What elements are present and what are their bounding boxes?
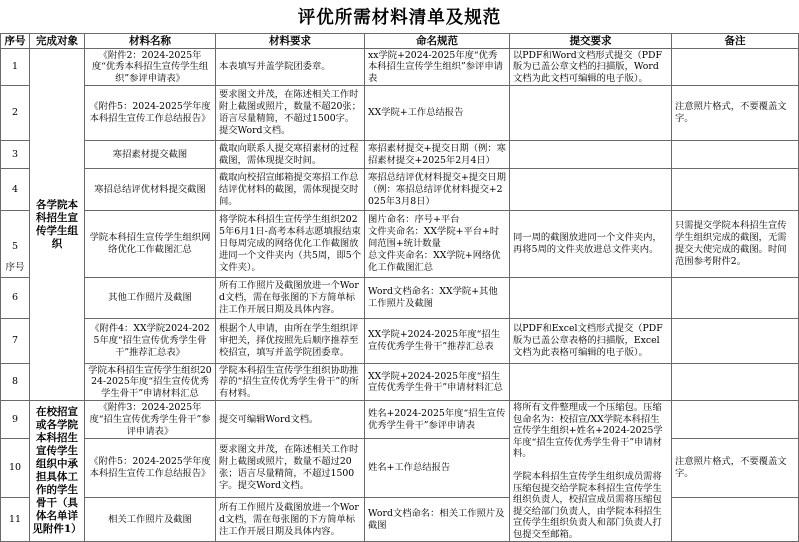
row7-naming xyxy=(365,319,510,364)
naming-text: 寒招素材提交+提交日期（例：寒招素材提交+2025年2月4日） xyxy=(368,142,506,166)
row8-num: 8 xyxy=(1,364,30,401)
row3-naming xyxy=(365,141,510,169)
row2-requirement xyxy=(216,86,365,141)
requirement-text: 要求图文并茂，在陈述相关工作时附上截图或照片，数量不超过20张；语言尽量精简，不超过1500字。提交Word文档。 xyxy=(219,444,359,491)
header-note: 备注 xyxy=(672,34,799,49)
row1-num: 1 xyxy=(1,49,30,86)
row2-material-name xyxy=(85,86,216,141)
group-student-organizations xyxy=(30,49,85,401)
material-name-text: 《附件5：2024-2025学年度本科招生宣传工作总结报告》 xyxy=(89,101,211,124)
row6-submit xyxy=(510,278,672,319)
row9-naming xyxy=(365,401,510,439)
row9-material-name xyxy=(85,401,216,439)
requirement-text: 本表填写并盖学院团委章。 xyxy=(219,61,331,72)
row9-requirement xyxy=(216,401,365,439)
row3-requirement xyxy=(216,141,365,169)
material-name-text: 《附件2：2024-2025年度“优秀本科招生宣传学生组织”参评申请表》 xyxy=(91,49,209,84)
group-student-backbones xyxy=(30,401,85,542)
row5-requirement xyxy=(216,211,365,278)
header-target: 完成对象 xyxy=(30,34,85,49)
requirement-text: 截取向校招宣邮箱提交寒招工作总结评优材料的截图，需体现提交时间。 xyxy=(219,171,359,207)
row11-note xyxy=(672,498,799,542)
naming-text: XX学院+工作总结报告 xyxy=(368,107,464,118)
row-number: 5 xyxy=(11,241,19,252)
row3-note xyxy=(672,141,799,169)
group-label: 各学院本科招生宣传学生组织 xyxy=(36,198,78,250)
row6-requirement xyxy=(216,278,365,319)
row8-submit xyxy=(510,364,672,401)
row3-submit xyxy=(510,141,672,169)
row2-naming xyxy=(365,86,510,141)
row11-num: 11 xyxy=(1,498,30,542)
material-name-text: 寒招总结评优材料提交截图 xyxy=(94,183,206,195)
naming-text: 姓名+2024-2025年度“招生宣传优秀学生骨干”参评申请表 xyxy=(368,407,506,431)
row4-submit xyxy=(510,169,672,211)
row7-note xyxy=(672,319,799,364)
row8-material-name xyxy=(85,364,216,401)
row2-submit xyxy=(510,86,672,141)
row6-material-name xyxy=(85,278,216,319)
row8-requirement xyxy=(216,364,365,401)
row1-requirement xyxy=(216,49,365,86)
row6-num: 6 xyxy=(1,278,30,319)
note-text: 只需提交学院本科招生宣传学生组织完成的截图，无需提交大使完成的截图。时间范围参考附件2。 xyxy=(675,220,787,267)
submit-text: 将所有文件整理成一个压缩包。压缩包命名为：校招宣/XX学院本科招生宣传学生组织+姓名+2024-2025学年度“招生宣传优秀学生骨干”申请材料。 学院本科招生宣传学生组织成员需将压缩包提交给学院本科招生宣传学生组织负责人，校招宣成员需将压缩包提交给部门负责人，由学院本科招生宣传学生组织负责人和部门负责人打包提交至邮箱。 xyxy=(513,402,663,540)
header-naming-rule: 命名规范 xyxy=(365,34,510,49)
row2-num: 2 xyxy=(1,86,30,141)
requirement-text: 将学院本科招生宣传学生组织2025年6月1日-高考本科志愿填报结束日每周完成的网络优化工作截图放进同一个文件夹内（共5周，即5个文件夹）。 xyxy=(219,214,361,273)
row6-naming xyxy=(365,278,510,319)
row11-naming xyxy=(365,498,510,542)
submit-text: 以PDF和Excel文档形式提交（PDF版为已盖公章表格的扫描版，Excel文档为此表格可编辑的电子版）。 xyxy=(513,323,663,358)
group-label: 在校招宣或各学院本科招生宣传学生组织中承担具体工作的学生骨干（具体名单详见附件1） xyxy=(32,406,82,535)
material-name-text: 《附件3：2024-2025年度“招生宣传优秀学生骨干”参评申请表》 xyxy=(89,401,211,437)
row5-naming xyxy=(365,211,510,278)
row1-submit xyxy=(510,49,672,86)
material-name-text: 学院本科招生宣传学生组织2024-2025年度“招生宣传优秀学生骨干”申请材料汇总 xyxy=(88,364,212,399)
row10-num: 10 xyxy=(1,439,30,498)
requirement-text: 所有工作照片及截图放进一个Word文档，需在每张图的下方简单标注工作开展日期及具体内容。 xyxy=(219,280,359,315)
row2-note xyxy=(672,86,799,141)
row9-note xyxy=(672,401,799,439)
requirement-text: 根据个人申请，由所在学生组织评审把关，择优按照先后顺序推荐至校招宣，填写并盖学院团委章。 xyxy=(219,323,359,358)
row7-num: 7 xyxy=(1,319,30,364)
materials-table xyxy=(0,33,799,542)
row11-material-name xyxy=(85,498,216,542)
row5-submit xyxy=(510,211,672,278)
row4-num: 4 xyxy=(1,169,30,211)
header-material-name: 材料名称 xyxy=(85,34,216,49)
header-submit-requirement: 提交要求 xyxy=(510,34,672,49)
header-num: 序号 xyxy=(1,34,30,49)
naming-text: XX学院+2024-2025年度“招生宣传优秀学生骨干”申请材料汇总 xyxy=(368,370,503,393)
row3-material-name xyxy=(85,141,216,169)
row4-material-name xyxy=(85,169,216,211)
row7-submit xyxy=(510,319,672,364)
submit-text: 以PDF和Word文档形式提交（PDF版为已盖公章文档的扫描版，Word文档为此文档可编辑的电子版）。 xyxy=(513,49,662,84)
requirement-text: 提交可编辑Word文档。 xyxy=(219,413,319,425)
row1-note xyxy=(672,49,799,86)
material-name-text: 学院本科招生宣传学生组织网络优化工作截图汇总 xyxy=(89,232,211,255)
note-text: 注意照片格式，不要覆盖文字。 xyxy=(675,456,787,479)
row8-note xyxy=(672,364,799,401)
row8-naming xyxy=(365,364,510,401)
row1-material-name xyxy=(85,49,216,86)
row4-naming xyxy=(365,169,510,211)
row7-material-name xyxy=(85,319,216,364)
group2-submit xyxy=(510,401,672,542)
row10-material-name xyxy=(85,439,216,498)
row7-requirement xyxy=(216,319,365,364)
material-name-text: 其他工作照片及截图 xyxy=(108,292,192,303)
row10-naming xyxy=(365,439,510,498)
requirement-text: 学院本科招生宣传学生组织协助推荐的“招生宣传优秀学生骨干”的所有材料。 xyxy=(219,364,359,399)
requirement-text: 截取向联系人提交寒招素材的过程截图，需体现提交时间。 xyxy=(219,142,359,166)
naming-text: 姓名+工作总结报告 xyxy=(368,462,451,473)
row6-note xyxy=(672,278,799,319)
submit-text: 同一周的截图放进同一个文件夹内，再将5周的文件夹放进总文件夹内。 xyxy=(513,232,662,255)
row10-requirement xyxy=(216,439,365,498)
naming-text: xx学院+2024-2025年度“优秀本科招生宣传学生组织”参评申请表 xyxy=(368,49,503,84)
naming-text: 图片命名：序号+平台 文件夹命名：XX学院+平台+时间范围+统计数量 总文件夹命名：XX学院+网络优化工作截图汇总 xyxy=(368,214,501,273)
row4-requirement xyxy=(216,169,365,211)
row9-num: 9 xyxy=(1,401,30,439)
naming-text: Word文档命名：XX学院+其他工作照片及截图 xyxy=(368,286,498,309)
naming-text: Word文档命名：相关工作照片及截图 xyxy=(368,507,505,531)
row4-note xyxy=(672,169,799,211)
material-name-text: 《附件4：XX学院2024-2025年度“招生宣传优秀学生骨干”推荐汇总表》 xyxy=(90,323,210,358)
naming-text: XX学院+2024-2025年度“招生宣传优秀学生骨干”推荐汇总表 xyxy=(368,329,501,352)
row10-note xyxy=(672,439,799,498)
requirement-text: 要求图文并茂，在陈述相关工作时附上截图或照片，数量不超20张；语言尽量精简，不超过1500字。提交Word文档。 xyxy=(219,89,361,136)
naming-text: 寒招总结评优材料提交+提交日期（例：寒招总结评优材料提交+2025年3月8日） xyxy=(368,171,506,207)
note-text: 注意照片格式，不要覆盖文字。 xyxy=(675,101,787,124)
material-name-text: 《附件5：2024-2025学年度本科招生宣传工作总结报告》 xyxy=(89,456,211,479)
row11-requirement xyxy=(216,498,365,542)
requirement-text: 所有工作照片及截图放进一个Word文档，需在每张图的下方简单标注工作开展日期及具体内容。 xyxy=(219,501,359,537)
num-column-label: 序号 xyxy=(5,262,25,273)
row5-num xyxy=(1,211,30,278)
row5-note xyxy=(672,211,799,278)
page-title: 评优所需材料清单及规范 xyxy=(297,8,502,28)
header-material-requirement: 材料要求 xyxy=(216,34,365,49)
material-name-text: 寒招素材提交截图 xyxy=(112,148,188,160)
row5-material-name xyxy=(85,211,216,278)
row3-num: 3 xyxy=(1,141,30,169)
material-name-text: 相关工作照片及截图 xyxy=(108,513,192,525)
row1-naming xyxy=(365,49,510,86)
